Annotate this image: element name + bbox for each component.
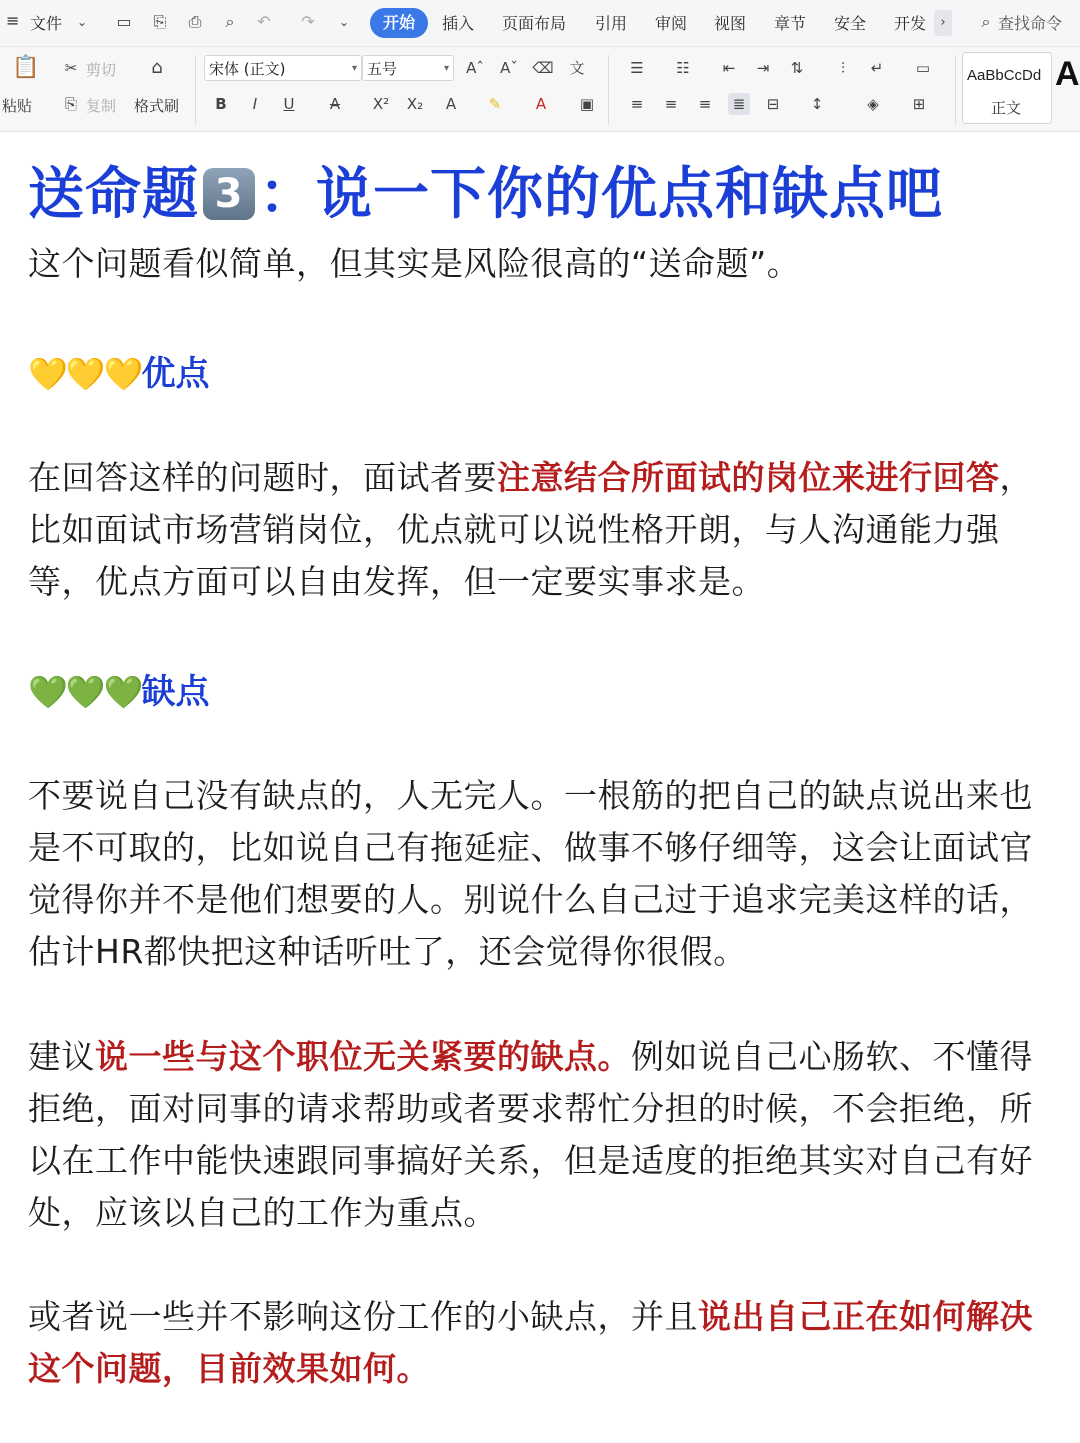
section-strengths-heading <box>28 346 210 395</box>
text-run: 在回答这样的问题时，面试者要 <box>28 458 497 497</box>
text-run: 或者说一些并不影响这份工作的小缺点，并且 <box>28 1297 698 1336</box>
ribbon-toolbar <box>0 47 1080 132</box>
file-menu[interactable]: 文件 <box>30 14 63 33</box>
new-doc-icon[interactable]: ▭ <box>116 12 132 31</box>
open-icon[interactable]: ⎘ <box>153 12 167 31</box>
strengths-paragraph <box>28 452 1058 608</box>
subscript-icon[interactable]: X₂ <box>406 95 424 113</box>
bold-icon[interactable]: B <box>215 95 227 113</box>
copy-icon[interactable]: ⎘ <box>64 95 77 113</box>
highlighted-text: 说出自己正在如何解决这个问题，目前效果如何。 <box>28 1297 1033 1388</box>
yellow-hearts-icon: 💛💛💛 <box>28 355 142 393</box>
font-size-value: 五号 <box>367 60 398 78</box>
highlighted-text: 说一些与这个职位无关紧要的缺点。 <box>95 1037 631 1076</box>
text-effect-icon[interactable]: A <box>445 95 457 113</box>
strikethrough-icon[interactable]: A <box>329 95 341 113</box>
text-direction-icon[interactable]: ⫶ <box>841 59 845 77</box>
align-right-icon[interactable]: ≡ <box>698 95 712 113</box>
style-sample: AaBbCcDd <box>967 67 1042 84</box>
increase-indent-icon[interactable]: ⇥ <box>756 59 770 77</box>
char-border-icon[interactable]: ▣ <box>579 95 595 113</box>
divider <box>195 55 196 125</box>
font-color-icon[interactable]: A <box>535 95 547 113</box>
cut-button[interactable]: 剪切 <box>86 61 117 79</box>
clear-format-icon[interactable]: ⌫ <box>532 59 554 77</box>
phonetic-icon[interactable]: 文 <box>569 59 585 77</box>
chevron-down-icon: ▾ <box>443 63 449 74</box>
tab-developer[interactable]: 开发 <box>894 14 927 33</box>
page-title <box>28 150 943 230</box>
font-name-select[interactable] <box>204 55 362 81</box>
borders-icon[interactable]: ⊞ <box>912 95 926 113</box>
print-preview-icon[interactable]: ⌕ <box>225 12 235 31</box>
weaknesses-paragraph-3 <box>28 1291 1058 1395</box>
title-prefix: 送命题 <box>28 162 199 227</box>
chevron-down-icon: ▾ <box>351 63 357 74</box>
cut-icon[interactable]: ✂ <box>64 59 78 77</box>
redo-icon[interactable]: ↷ <box>301 12 315 31</box>
style-heading-preview[interactable]: A <box>1055 55 1080 93</box>
paragraph-mark-icon[interactable]: ↵ <box>870 59 884 77</box>
text-run: ，比如面试市场营销岗位，优点就可以说性格开朗，与人沟通能力强等，优点方面可以自由发挥，但一定要实事求是。 <box>28 458 1033 601</box>
copy-button[interactable]: 复制 <box>86 97 117 115</box>
number-three-icon: 3 <box>203 168 255 220</box>
superscript-icon[interactable]: X² <box>372 95 390 113</box>
search-command[interactable]: 查找命令 <box>998 14 1063 33</box>
sort-icon[interactable]: ⇅ <box>790 59 804 77</box>
format-painter-icon[interactable]: ⌂ <box>151 57 163 78</box>
style-name: 正文 <box>991 99 1022 117</box>
paste-icon[interactable]: 📋 <box>12 55 40 80</box>
shading-icon[interactable]: ◈ <box>867 95 879 113</box>
numbered-list-icon[interactable]: ☷ <box>676 59 690 77</box>
font-size-select[interactable] <box>362 55 454 81</box>
chevron-down-icon[interactable]: ⌄ <box>76 15 88 29</box>
tab-view[interactable]: 视图 <box>714 14 747 33</box>
align-left-icon[interactable]: ≡ <box>630 95 644 113</box>
menu-icon[interactable]: ≡ <box>6 11 20 30</box>
weaknesses-paragraph-2 <box>28 1031 1058 1239</box>
intro-paragraph: 这个问题看似简单，但其实是风险很高的“送命题”。 <box>28 244 801 283</box>
tab-references[interactable]: 引用 <box>595 14 628 33</box>
divider <box>608 55 609 125</box>
text-run: 建议 <box>28 1037 95 1076</box>
tab-review[interactable]: 审阅 <box>655 14 688 33</box>
undo-icon[interactable]: ↶ <box>257 12 271 31</box>
tab-page-layout[interactable]: 页面布局 <box>502 14 567 33</box>
line-spacing-icon[interactable]: ↕ <box>810 95 824 113</box>
scroll-right-icon[interactable]: › <box>934 10 952 36</box>
grow-font-icon[interactable]: Aˆ <box>466 59 484 77</box>
section-weaknesses-heading <box>28 664 210 713</box>
bullet-list-icon[interactable]: ☰ <box>630 59 644 77</box>
tab-section[interactable]: 章节 <box>774 14 807 33</box>
format-painter-button[interactable]: 格式刷 <box>134 97 180 115</box>
title-suffix: ：说一下你的优点和缺点吧 <box>259 162 943 227</box>
decrease-indent-icon[interactable]: ⇤ <box>722 59 736 77</box>
distribute-icon[interactable]: ⊟ <box>766 95 780 113</box>
font-name-value: 宋体 (正文) <box>209 60 286 78</box>
section-title: 优点 <box>141 354 210 394</box>
print-icon[interactable]: ⎙ <box>188 12 202 31</box>
align-center-icon[interactable]: ≡ <box>664 95 678 113</box>
highlighted-text: 注意结合所面试的岗位来进行回答 <box>497 458 1000 497</box>
text-run: 例如说自己心肠软、不懂得拒绝，面对同事的请求帮助或者要求帮忙分担的时候，不会拒绝，所以在工作中能快速跟同事搞好关系，但是适度的拒绝其实对自己有好处，应该以自己的工作为重点。 <box>28 1037 1033 1232</box>
more-icon[interactable]: ⌄ <box>338 15 350 29</box>
justify-icon[interactable]: ≣ <box>728 93 750 115</box>
section-title: 缺点 <box>141 672 210 712</box>
underline-icon[interactable]: U <box>283 95 295 113</box>
menu-bar <box>0 0 1080 47</box>
tab-insert[interactable]: 插入 <box>442 14 475 33</box>
shrink-font-icon[interactable]: Aˇ <box>500 59 518 77</box>
paste-button[interactable]: 粘贴 <box>2 97 33 115</box>
italic-icon[interactable]: I <box>252 95 258 113</box>
style-normal[interactable] <box>962 52 1052 124</box>
tab-home[interactable]: 开始 <box>370 8 428 38</box>
weaknesses-paragraph-1: 不要说自己没有缺点的，人无完人。一根筋的把自己的缺点说出来也是不可取的，比如说自己有拖延症、做事不够仔细等，这会让面试官觉得你并不是他们想要的人。别说什么自己过于追求完美这样的话，估计HR都快把这种话听吐了，还会觉得你很假。 <box>28 776 1033 971</box>
ruler-icon[interactable]: ▭ <box>915 59 931 77</box>
divider <box>955 55 956 125</box>
tab-security[interactable]: 安全 <box>834 14 867 33</box>
search-icon[interactable]: ⌕ <box>981 12 991 31</box>
green-hearts-icon: 💚💚💚 <box>28 673 142 711</box>
highlight-icon[interactable]: ✎ <box>488 95 502 113</box>
